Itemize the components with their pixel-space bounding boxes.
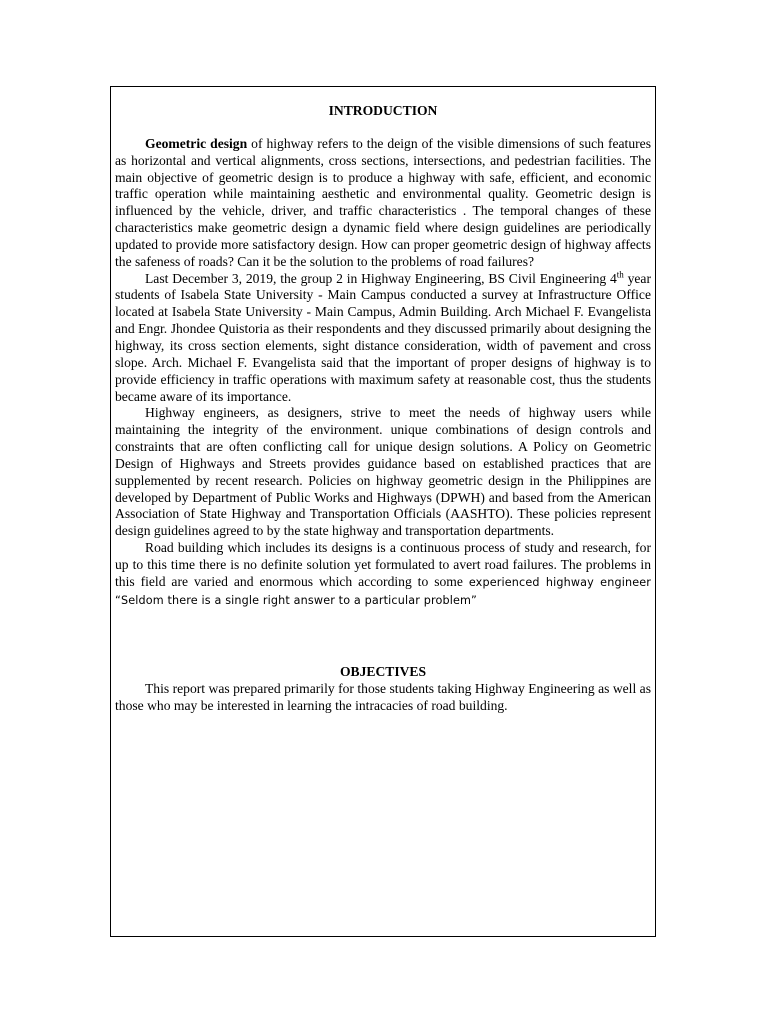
introduction-heading: INTRODUCTION [328,103,438,118]
intro-paragraph-2 [115,271,651,406]
intro-paragraph-4-text: Road building which includes its designs is a continuous process of study and research, for up to this time there is no definite solution yet formulated to avert road failures. The problems in this field are varied and enormous which according to some [115,540,651,589]
intro-paragraph-4 [115,540,651,609]
intro-paragraph-1-text: of highway refers to the deign of the visible dimensions of such features as horizontal and vertical alignments, cross sections, intersections, and pedestrian facilities. The main objective of geometric design is to produce a highway with safe, efficient, and economic traffic operation while maintaining aesthetic and environmental quality. Geometric design is influenced by the vehicle, driver, and traffic characteristics . The temporal changes of these characteristics make geometric design a dynamic field where design guidelines are periodically updated to provide more satisfactory design. How can proper geometric design of highway affects the safeness of roads? Can it be the solution to the problems of road failures? [115,135,651,269]
objectives-heading: OBJECTIVES [339,664,427,680]
intro-paragraph-1 [115,136,651,271]
document-page [110,86,656,937]
ordinal-superscript: th [616,269,624,280]
intro-paragraph-3: Highway engineers, as designers, strive to meet the needs of highway users while maintaining the integrity of the environment. unique combinations of design controls and constraints that are often conflicting call for unique design solutions. A Policy on Geometric Design of Highways and Streets provides guidance based on established practices that are supplemented by recent research. Policies on highway geometric design in the Philippines are developed by Department of Public Works and Highways (DPWH) and based from the American Association of State Highway and Transportation Officials (AASHTO). These policies represent design guidelines agreed to by the state highway and transportation departments. [115,405,651,539]
engineer-quote: experienced highway engineer “Seldom there is a single right answer to a particular problem” [115,575,652,607]
objectives-paragraph: This report was prepared primarily for those students taking Highway Engineering as well as those who may be interested in learning the intracacies of road building. [115,681,651,714]
intro-paragraph-2-after: year students of Isabela State University - Main Campus conducted a survey at Infrastructure Office located at Isabela State University - Main Campus, Admin Building. Arch Michael F. Evangelista and Engr. Jhondee Quistoria as their respondents and they discussed primarily about designing the highway, its cross section elements, sight distance consideration, width of pavement and cross slope. Arch. Michael F. Evangelista said that the important of proper designs of highway is to provide efficiency in traffic operations with maximum safety at reasonable cost, thus the students became aware of its importance. [115,270,651,404]
geometric-design-term: Geometric design [145,135,248,151]
document-content [115,103,651,715]
intro-paragraph-2-before: Last December 3, 2019, the group 2 in Highway Engineering, BS Civil Engineering 4 [145,270,617,286]
